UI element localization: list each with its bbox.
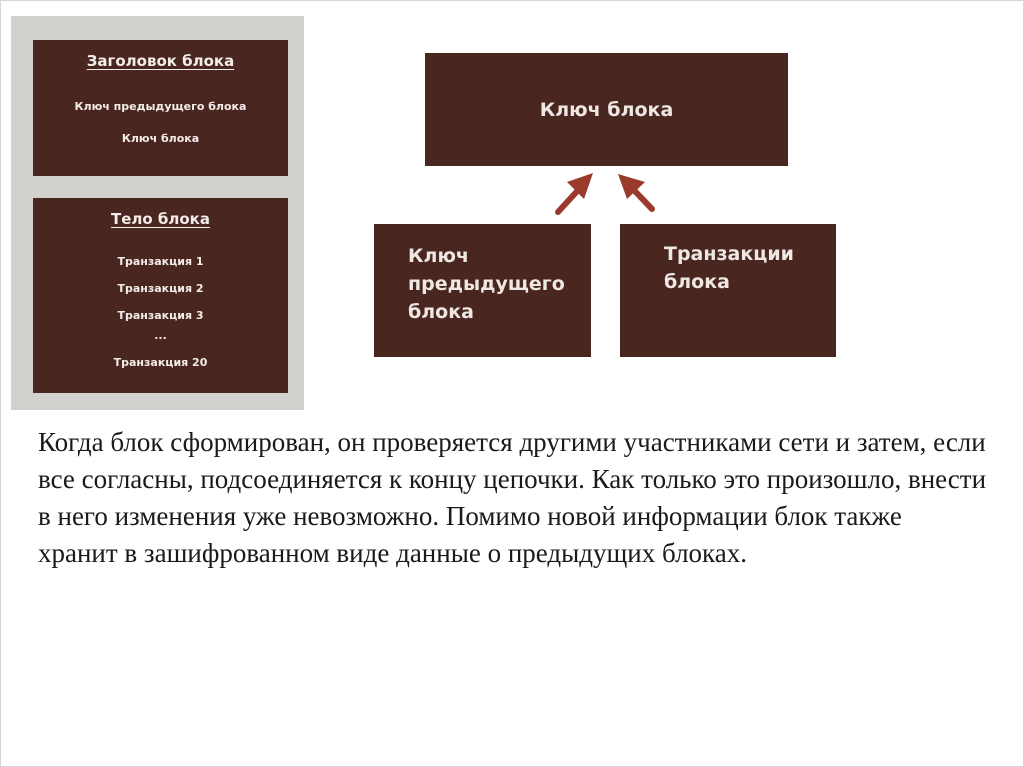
prev-block-key-line-1: Ключ xyxy=(408,245,469,267)
block-key-line: Ключ блока xyxy=(121,132,200,145)
block-transactions-line-2: блока xyxy=(664,271,730,293)
block-body-card xyxy=(33,198,288,393)
arrows-icon xyxy=(540,170,670,220)
block-header-title: Заголовок блока xyxy=(86,52,235,70)
transaction-line-2: Транзакция 2 xyxy=(117,282,204,295)
prev-block-key-line-3: блока xyxy=(408,301,474,323)
block-key-label: Ключ блока xyxy=(539,98,674,121)
prev-block-key-line-2: предыдущего xyxy=(408,273,565,295)
arrow-up-left-icon xyxy=(618,174,652,209)
transaction-ellipsis: ... xyxy=(154,329,167,342)
prev-block-key-line: Ключ предыдущего блока xyxy=(74,100,247,113)
arrow-up-right-icon xyxy=(558,173,593,212)
block-structure-panel xyxy=(11,16,304,410)
transaction-line-1: Транзакция 1 xyxy=(117,255,204,268)
description-paragraph: Когда блок сформирован, он проверяется другими участниками сети и затем, если все согласны, подсоединяется к концу цепочки. Как только это произошло, внести в него изменения уже невозможно. Помимо новой информации блок также хранит в зашифрованном виде данные о предыдущих блоках. xyxy=(38,427,987,568)
block-key-box xyxy=(425,53,788,166)
transaction-line-3: Транзакция 3 xyxy=(117,309,204,322)
block-transactions-box xyxy=(620,224,836,357)
transaction-line-20: Транзакция 20 xyxy=(113,356,208,369)
block-transactions-line-1: Транзакции xyxy=(664,243,794,265)
prev-block-key-box xyxy=(374,224,591,357)
block-body-title: Тело блока xyxy=(111,210,210,228)
block-header-card xyxy=(33,40,288,176)
